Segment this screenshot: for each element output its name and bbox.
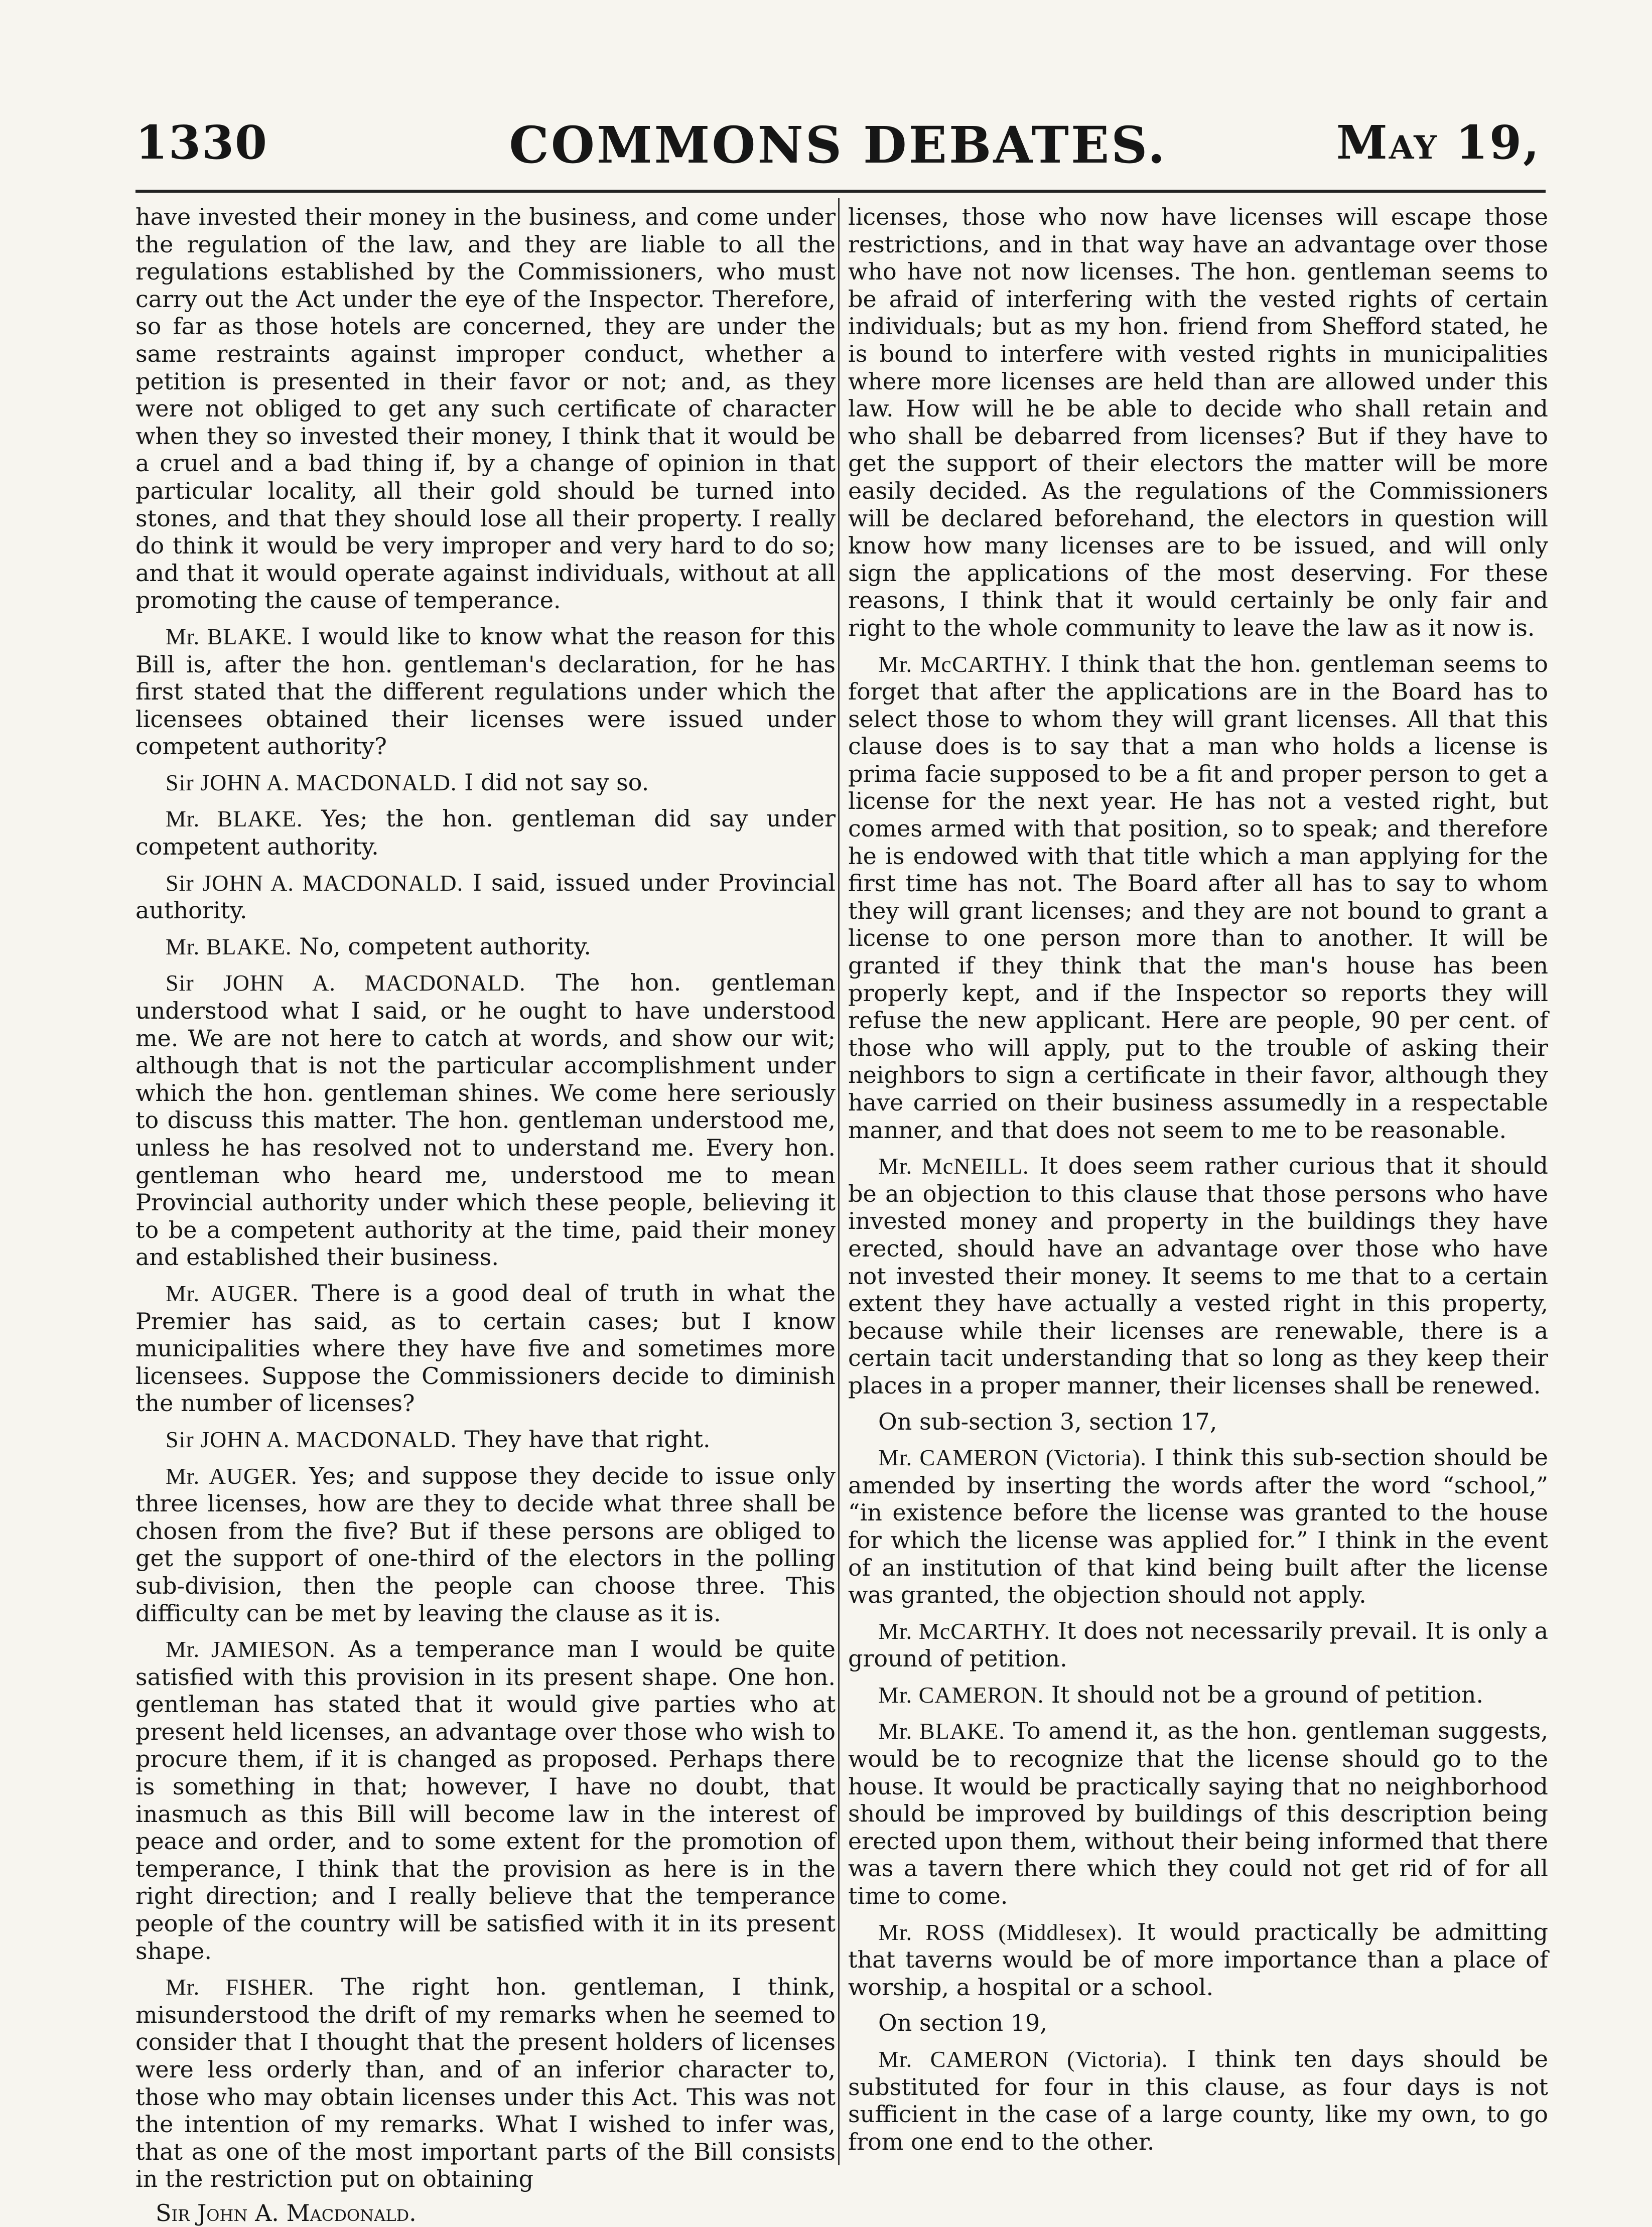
- speaker-name: Mr. McCARTHY.: [878, 651, 1052, 677]
- paragraph-text: No, competent authority.: [299, 932, 592, 960]
- paragraph-text: Yes; and suppose they decide to issue only three licenses, how are they to decide what three shall be chosen from the five? But if these persons are obliged to get the support of one-third of the electors in the polling sub-division, then the people can choose three. This difficulty can be met by leaving the clause as it is.: [135, 1462, 836, 1627]
- catchword-signature: [135, 2199, 836, 2227]
- left-column: [135, 203, 836, 2226]
- paragraph-text: It would practically be admitting that taverns would be of more importance than a place of worship, a hospital or a school.: [848, 1918, 1548, 2001]
- page-header: [135, 115, 1541, 186]
- speaker-name: Mr. AUGER.: [166, 1280, 299, 1306]
- paragraph-text: It should not be a ground of petition.: [1051, 1681, 1484, 1708]
- paragraph-text: I would like to know what the reason for this Bill is, after the hon. gentleman's declaration, for he has first stated that the different regulations under which the licensees obtained their licenses were issued under competent authority?: [135, 622, 836, 760]
- speaker-name: Mr. McCARTHY.: [878, 1618, 1051, 1644]
- paragraph: [848, 1152, 1548, 1399]
- paragraph: [135, 1973, 836, 2193]
- paragraph-text: have invested their money in the business, and come under the regulation of the law, and they are liable to all the regulations established by the Commissioners, who must carry out the Act under the eye of the Inspector. Therefore, so far as those hotels are concerned, they are under the same restraints against improper conduct, whether a petition is presented in their favor or not; and, as they were not obliged to get any such certificate of character when they so invested their money, I think that it would be a cruel and a bad thing if, by a change of opinion in that particular locality, all their gold should be turned into stones, and that they should lose all their property. I really do think it would be very improper and very hard to do so; and that it would operate against individuals, without at all promoting the cause of temperance.: [135, 203, 836, 614]
- paragraph-text: As a temperance man I would be quite satisfied with this provision in its present shape. One hon. gentleman has stated that it would give parties who at present held licenses, an advantage over those who wish to procure them, if it is changed as proposed. Perhaps there is something in that; however, I have no doubt, that inasmuch as this Bill will become law in the interest of peace and order, and to some extent for the promotion of temperance, I think that the provision as here is in the right direction; and I really believe that the temperance people of the country will be satisfied with it in its present shape.: [135, 1635, 836, 1965]
- paragraph: [135, 805, 836, 860]
- speaker-name: Sir JOHN A. MACDONALD.: [166, 1426, 457, 1452]
- speaker-name: Mr. BLAKE.: [166, 806, 303, 832]
- paragraph-text: On sub-section 3, section 17,: [878, 1408, 1217, 1435]
- paragraph-text: I did not say so.: [464, 768, 649, 796]
- paragraph-text: The hon. gentleman understood what I said, or he ought to have understood me. We are not here to catch at words, and show our wit; although that is not the particular accomplishment under which the hon. gentleman shines. We come here seriously to discuss this matter. The hon. gentleman understood me, unless he has resolved not to understand me. Every hon. gentleman who heard me, understood me to mean Provincial authority under which these people, believing it to be a competent authority at the time, paid their money and established their business.: [135, 969, 836, 1271]
- speaker-name: Sir JOHN A. MACDONALD.: [166, 970, 526, 996]
- paragraph: [848, 2009, 1548, 2037]
- paragraph: [135, 1280, 836, 1417]
- speaker-name: Mr. FISHER.: [166, 1974, 315, 2000]
- issue-date: May 19,: [1336, 115, 1541, 170]
- paragraph-text: It does not necessarily prevail. It is only a ground of petition.: [848, 1617, 1548, 1673]
- paragraph: [135, 869, 836, 924]
- publication-title: COMMONS DEBATES.: [509, 115, 1167, 175]
- header-rule: [135, 190, 1546, 193]
- paragraph: [848, 1444, 1548, 1609]
- speaker-name: Mr. BLAKE.: [166, 623, 293, 649]
- paragraph: [848, 1918, 1548, 2001]
- paragraph: [848, 203, 1548, 642]
- speaker-name: Mr. JAMIESON.: [166, 1636, 336, 1662]
- paragraph-text: I said, issued under Provincial authority.: [135, 869, 836, 924]
- paragraph: [848, 1717, 1548, 1909]
- paragraph-text: licenses, those who now have licenses will escape those restrictions, and in that way have an advantage over those who have not now licenses. The hon. gentleman seems to be afraid of interfering with the vested rights of certain individuals; but as my hon. friend from Shefford stated, he is bound to interfere with vested rights in municipalities where more licenses are held than are allowed under this law. How will he be able to decide who shall retain and who shall be debarred from licenses? But if they have to get the support of their electors the matter will be more easily decided. As the regulations of the Commissioners will be declared beforehand, the electors in question will know how many licenses are to be issued, and will only sign the applications of the most deserving. For these reasons, I think that it would certainly be only fair and right to the whole community to leave the law as it now is.: [848, 203, 1548, 641]
- paragraph: [848, 1681, 1548, 1709]
- speaker-name: Mr. BLAKE.: [878, 1718, 1005, 1744]
- paragraph: [848, 1408, 1548, 1436]
- speaker-name: Mr. AUGER.: [166, 1463, 298, 1489]
- paragraph: [848, 650, 1548, 1144]
- speaker-name: Mr. CAMERON (Victoria).: [878, 2046, 1168, 2072]
- paragraph: [848, 2045, 1548, 2155]
- speaker-name: Sir JOHN A. MACDONALD.: [166, 870, 464, 896]
- speaker-name: Mr. BLAKE.: [166, 933, 292, 959]
- paragraph: [135, 203, 836, 614]
- paragraph: [135, 1635, 836, 1965]
- paragraph-text: It does seem rather curious that it should be an objection to this clause that those persons who have invested money and property in the buildings they have erected, should have an advantage over those who have not invested their money. It seems to me that to a certain extent they have actually a vested right in this property, because while their licenses are renewable, there is a certain tacit understanding that so long as they keep their places in a proper manner, their licenses shall be renewed.: [848, 1152, 1548, 1399]
- paragraph-text: They have that right.: [464, 1425, 711, 1453]
- paragraph-text: To amend it, as the hon. gentleman suggests, would be to recognize that the license should go to the house. It would be practically saying that no neighborhood should be improved by buildings of this description being erected upon them, without their being informed that there was a tavern there which they could not get rid of for all time to come.: [848, 1717, 1549, 1910]
- paragraph-text: I think this sub-section should be amended by inserting the words after the word “school,” “in existence before the license was granted to the house for which the license was applied for.” I think in the event of an institution of that kind being built after the license was granted, the objection should not apply.: [848, 1444, 1548, 1609]
- speaker-name: Mr. CAMERON.: [878, 1682, 1044, 1708]
- paragraph-text: There is a good deal of truth in what the Premier has said, as to certain cases; but I know municipalities where they have five and sometimes more licensees. Suppose the Commissioners decide to diminish the number of licenses?: [135, 1279, 836, 1417]
- speaker-name: Mr. ROSS (Middlesex).: [878, 1919, 1123, 1945]
- paragraph: [135, 1426, 836, 1454]
- catchword-text: Sir John A. Macdonald.: [156, 2199, 417, 2226]
- right-column: [848, 203, 1548, 2160]
- speaker-name: Mr. CAMERON (Victoria).: [878, 1445, 1147, 1471]
- paragraph-text: On section 19,: [878, 2009, 1047, 2037]
- paragraph-text: The right hon. gentleman, I think, misunderstood the drift of my remarks when he seemed to consider that I thought that the present holders of licenses were less orderly than, and of an inferior character to, those who may obtain licenses under this Act. This was not the intention of my remarks. What I wished to infer was, that as one of the most important parts of the Bill consists in the restriction put on obtaining: [135, 1973, 836, 2193]
- paragraph: [135, 1462, 836, 1627]
- paragraph-text: I think that the hon. gentleman seems to forget that after the applications are in the Board has to select those to whom they will grant licenses. All that this clause does is to say that a man who holds a license is prima facie supposed to be a fit and proper person to get a license for the next year. He has not a vested right, but comes armed with that position, so to speak; and therefore he is endowed with that title which a man applying for the first time has not. The Board after all has to say to whom they will grant licenses; and they are not bound to grant a license to one person more than to another. It will be granted if they think that the man's house has been properly kept, and if the Inspector so reports they will refuse the new applicant. Here are people, 90 per cent. of those who will apply, put to the trouble of asking their neighbors to sign a certificate in their favor, although they have carried on their business assumedly in a respectable manner, and that does not seem to me to be reasonable.: [848, 650, 1548, 1144]
- paragraph: [135, 623, 836, 760]
- paragraph: [848, 1617, 1548, 1673]
- paragraph-text: Yes; the hon. gentleman did say under competent authority.: [135, 805, 836, 861]
- speaker-name: Mr. McNEILL.: [878, 1153, 1029, 1179]
- paragraph: [135, 969, 836, 1271]
- paragraph-text: I think ten days should be substituted for four in this clause, as four days is not sufficient in the case of a large county, like my own, to go from one end to the other.: [848, 2045, 1549, 2155]
- paragraph: [135, 933, 836, 961]
- column-divider: [838, 198, 840, 2165]
- speaker-name: Sir JOHN A. MACDONALD.: [166, 769, 457, 795]
- page-number: 1330: [135, 115, 268, 170]
- paragraph: [135, 769, 836, 797]
